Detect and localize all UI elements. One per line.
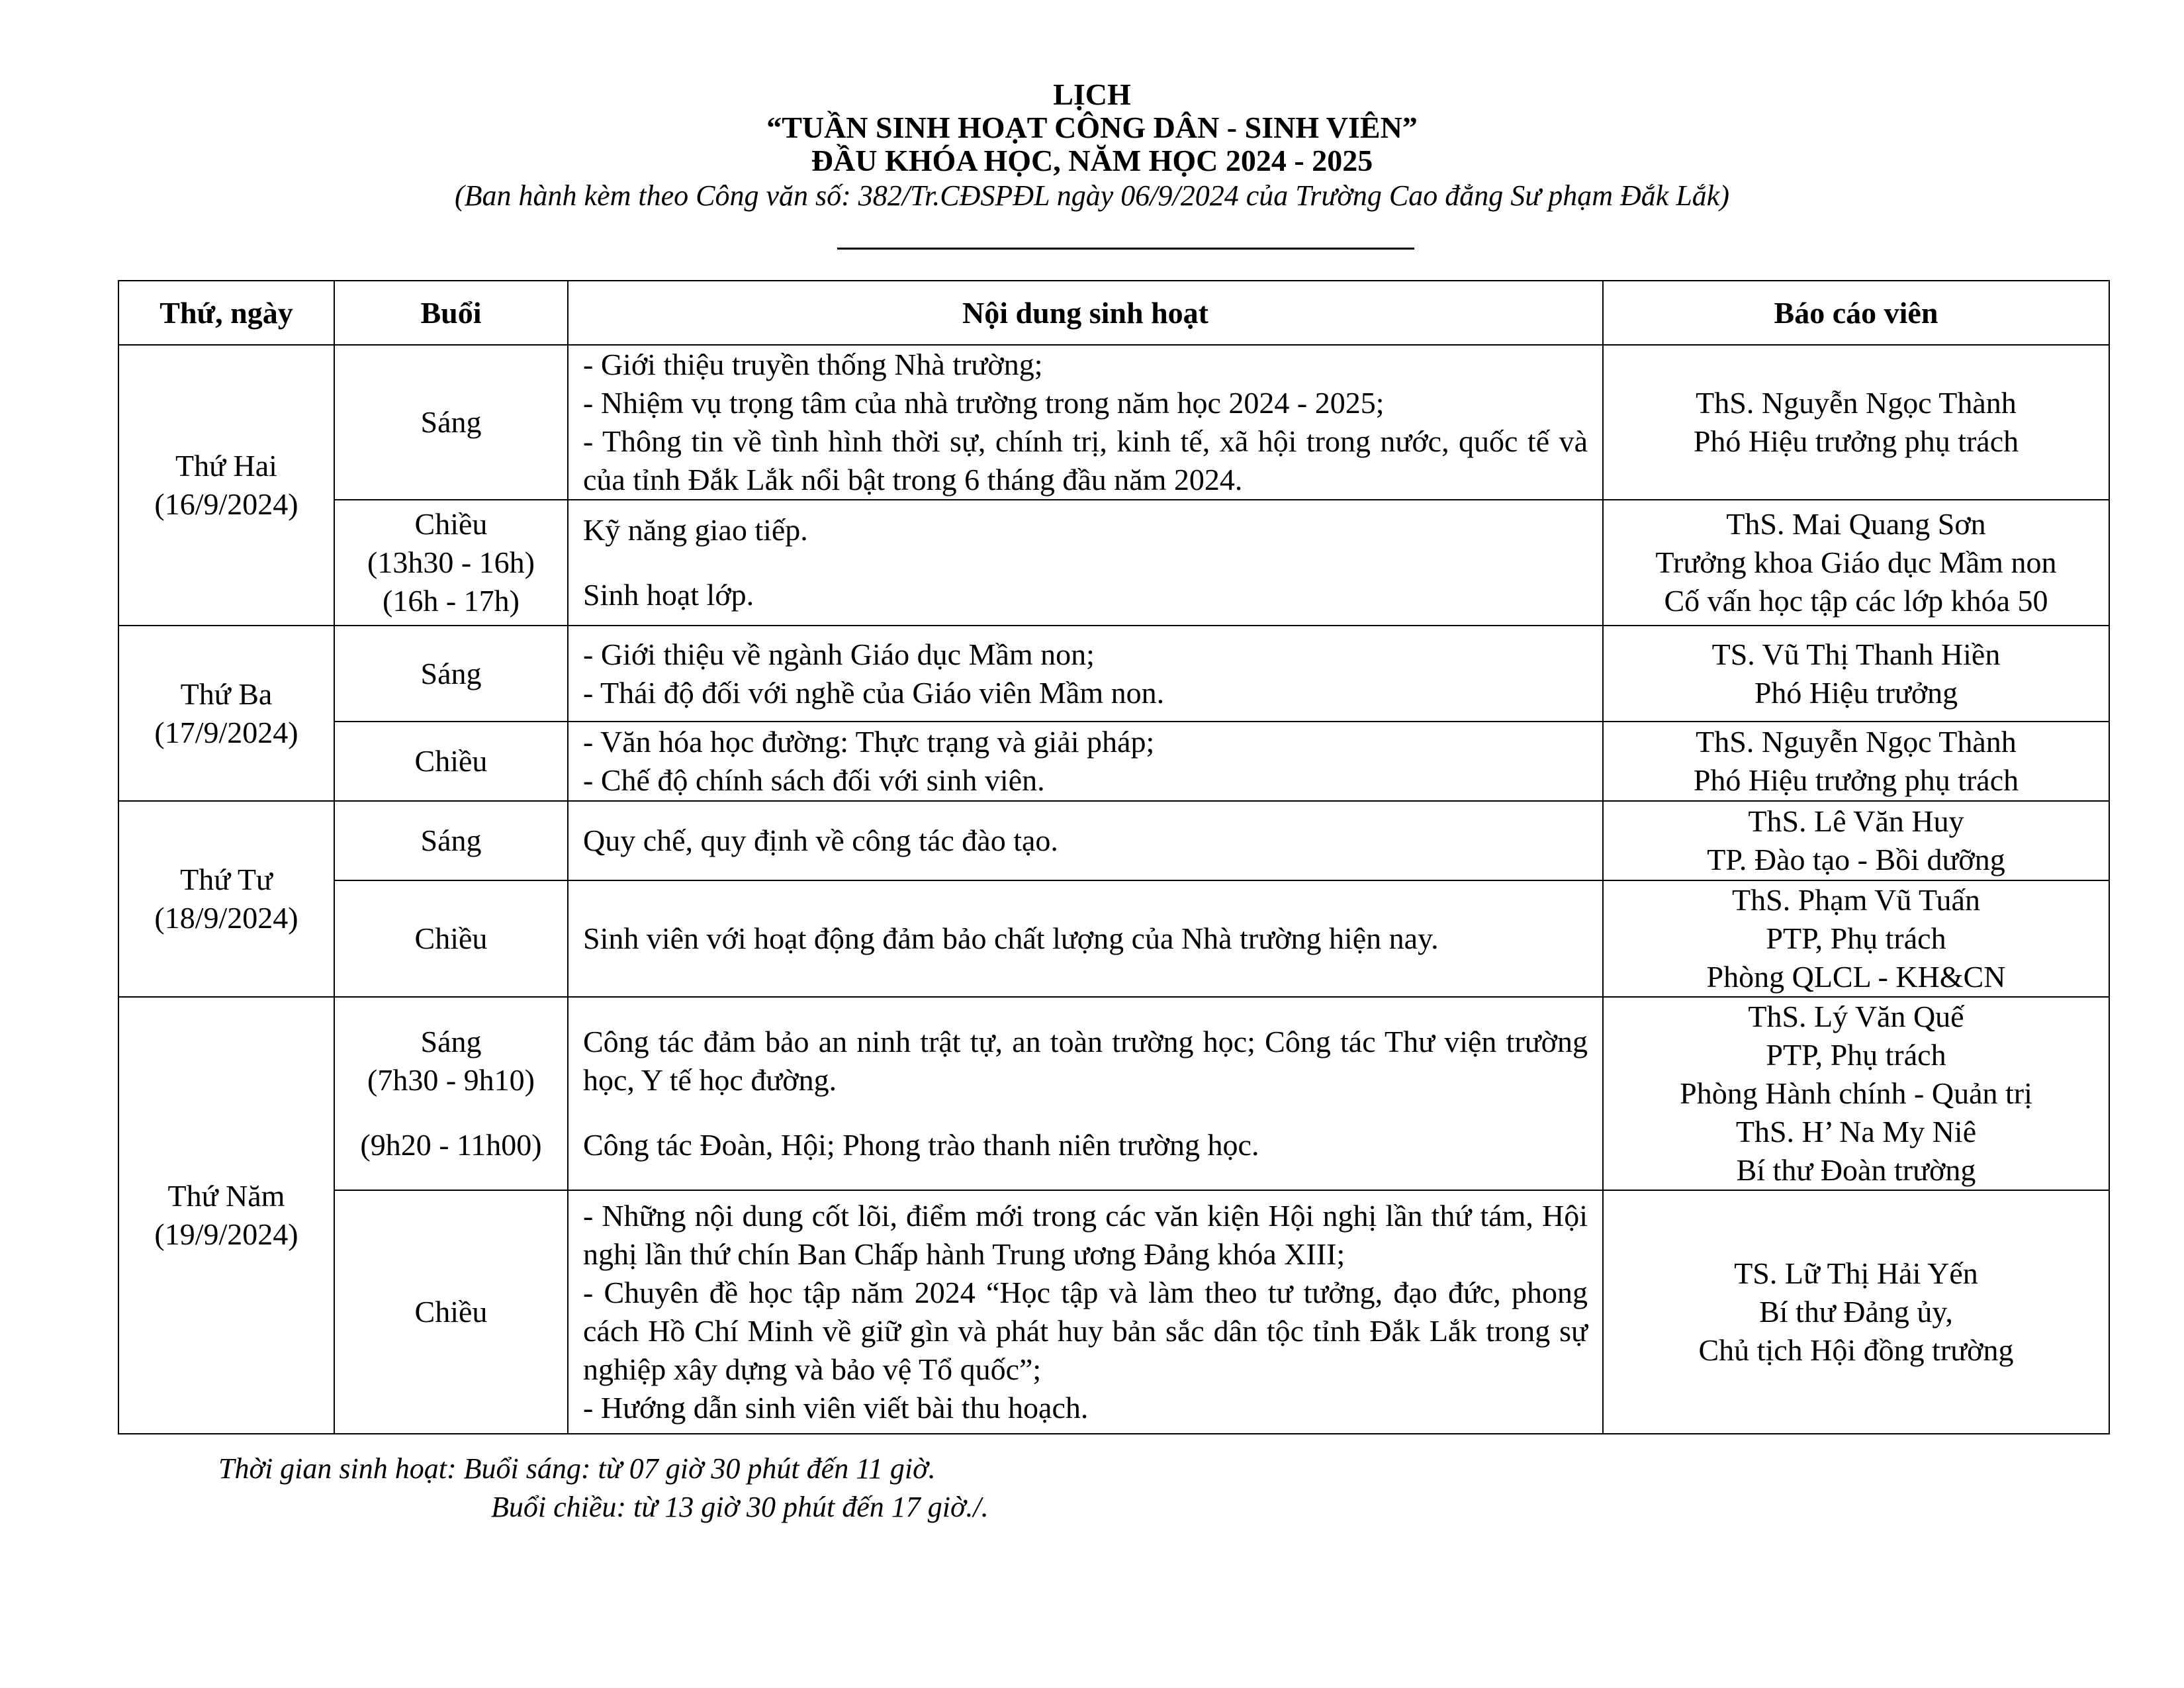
title-line-2: “TUẦN SINH HOẠT CÔNG DÂN - SINH VIÊN” (766, 111, 1418, 144)
session-cell (334, 997, 568, 1190)
spacer (583, 1100, 1588, 1126)
content-cell (568, 722, 1603, 801)
speaker-line: Chủ tịch Hội đồng trường (1698, 1333, 2014, 1367)
reference-underline (837, 248, 1414, 250)
session-time: (13h30 - 16h) (367, 545, 535, 579)
day-name: Thứ Tư (180, 863, 273, 896)
content-line: - Nhiệm vụ trọng tâm của nhà trường trong năm học 2024 - 2025; (583, 386, 1385, 420)
content-cell (568, 880, 1603, 997)
session-label: Chiều (414, 507, 488, 541)
session-label: Sáng (420, 405, 482, 439)
table-row (118, 801, 2109, 880)
speaker-cell (1603, 500, 2109, 626)
session-cell (334, 801, 568, 880)
session-label: Sáng (420, 823, 482, 857)
content-line: - Thông tin về tình hình thời sự, chính trị, kinh tế, xã hội trong nước, quốc tế và của tỉnh Đắk Lắk nổi bật trong 6 tháng đầu năm 2024. (583, 424, 1588, 496)
speaker-cell (1603, 626, 2109, 722)
content-line: - Chuyên đề học tập năm 2024 “Học tập và làm theo tư tưởng, đạo đức, phong cách Hồ Chí Minh về giữ gìn và phát huy bản sắc dân tộc tỉnh Đắk Lắk trong sự nghiệp xây dựng và bảo vệ Tổ quốc”; (583, 1276, 1588, 1386)
column-header-content: Nội dung sinh hoạt (568, 281, 1603, 345)
footer-note (218, 1450, 989, 1526)
day-date: (18/9/2024) (154, 901, 298, 935)
table-row (118, 626, 2109, 722)
content-line: - Văn hóa học đường: Thực trạng và giải pháp; (583, 725, 1155, 759)
speaker-line: ThS. H’ Na My Niê (1735, 1115, 1977, 1149)
table-row (118, 1190, 2109, 1434)
session-time: (7h30 - 9h10) (367, 1063, 535, 1097)
session-label: Sáng (420, 656, 482, 690)
content-cell (568, 1190, 1603, 1434)
speaker-line: Trưởng khoa Giáo dục Mầm non (1655, 545, 2057, 579)
speaker-cell (1603, 345, 2109, 500)
session-cell (334, 345, 568, 500)
speaker-cell (1603, 801, 2109, 880)
speaker-line: Phó Hiệu trưởng phụ trách (1693, 424, 2019, 458)
schedule-table (118, 280, 2110, 1434)
day-cell (118, 801, 334, 997)
content-line: - Hướng dẫn sinh viên viết bài thu hoạch. (583, 1391, 1089, 1425)
content-line: - Giới thiệu truyền thống Nhà trường; (583, 348, 1043, 381)
speaker-cell (1603, 997, 2109, 1190)
content-line: - Những nội dung cốt lõi, điểm mới trong các văn kiện Hội nghị lần thứ tám, Hội nghị lần thứ chín Ban Chấp hành Trung ương Đảng khóa XIII; (583, 1199, 1588, 1271)
content-line: Quy chế, quy định về công tác đào tạo. (583, 823, 1058, 857)
session-label: Sáng (420, 1025, 482, 1058)
speaker-line: PTP, Phụ trách (1766, 1038, 1946, 1072)
table-row (118, 997, 2109, 1190)
speaker-line: ThS. Lê Văn Huy (1748, 804, 1964, 838)
content-line: Công tác Đoàn, Hội; Phong trào thanh niên trường học. (583, 1128, 1259, 1162)
speaker-line: TS. Lữ Thị Hải Yến (1734, 1256, 1978, 1290)
session-cell (334, 722, 568, 801)
content-line: - Chế độ chính sách đối với sinh viên. (583, 763, 1045, 797)
speaker-line: PTP, Phụ trách (1766, 921, 1946, 955)
speaker-cell (1603, 1190, 2109, 1434)
speaker-line: ThS. Phạm Vũ Tuấn (1732, 883, 1980, 917)
session-cell (334, 626, 568, 722)
session-label: Chiều (414, 921, 488, 955)
speaker-line: ThS. Mai Quang Sơn (1726, 507, 1986, 541)
table-row (118, 500, 2109, 626)
table-row (118, 880, 2109, 997)
content-line: Công tác đảm bảo an ninh trật tự, an toàn trường học; Công tác Thư viện trường học, Y tế học đường. (583, 1025, 1588, 1097)
content-line: - Thái độ đối với nghề của Giáo viên Mầm non. (583, 675, 1165, 710)
day-cell (118, 997, 334, 1434)
title-line-1: LỊCH (1053, 77, 1131, 111)
content-line: - Giới thiệu về ngành Giáo dục Mầm non; (583, 637, 1095, 671)
column-header-day: Thứ, ngày (118, 281, 334, 345)
day-name: Thứ Ba (180, 677, 273, 711)
day-name: Thứ Năm (167, 1179, 285, 1213)
content-line: Kỹ năng giao tiếp. (583, 513, 808, 547)
day-cell (118, 626, 334, 801)
speaker-line: ThS. Nguyễn Ngọc Thành (1696, 725, 2017, 759)
footer-line-morning: Thời gian sinh hoạt: Buổi sáng: từ 07 giờ 30 phút đến 11 giờ. (218, 1452, 936, 1485)
day-name: Thứ Hai (175, 449, 277, 483)
content-cell (568, 801, 1603, 880)
table-row (118, 722, 2109, 801)
day-date: (19/9/2024) (154, 1217, 298, 1251)
content-cell (568, 997, 1603, 1190)
table-header-row (118, 281, 2109, 345)
speaker-line: ThS. Nguyễn Ngọc Thành (1696, 386, 2017, 420)
session-label: Chiều (414, 744, 488, 778)
session-time: (16h - 17h) (383, 584, 520, 618)
speaker-line: Phó Hiệu trưởng (1754, 675, 1958, 710)
footer-line-afternoon: Buổi chiều: từ 13 giờ 30 phút đến 17 giờ./. (491, 1491, 989, 1523)
speaker-cell (1603, 722, 2109, 801)
speaker-line: ThS. Lý Văn Quế (1748, 1000, 1964, 1033)
day-cell (118, 345, 334, 626)
session-label: Chiều (414, 1295, 488, 1329)
document-header (0, 78, 2184, 214)
speaker-line: Bí thư Đảng ủy, (1759, 1295, 1953, 1329)
table-row (118, 345, 2109, 500)
spacer (349, 1100, 553, 1126)
content-cell (568, 500, 1603, 626)
column-header-session: Buổi (334, 281, 568, 345)
speaker-line: Cố vấn học tập các lớp khóa 50 (1664, 584, 2048, 618)
content-line: Sinh viên với hoạt động đảm bảo chất lượng của Nhà trường hiện nay. (583, 921, 1439, 955)
session-cell (334, 500, 568, 626)
content-line: Sinh hoạt lớp. (583, 578, 754, 612)
column-header-speaker: Báo cáo viên (1603, 281, 2109, 345)
title-line-3: ĐẦU KHÓA HỌC, NĂM HỌC 2024 - 2025 (811, 144, 1373, 177)
session-time: (9h20 - 11h00) (360, 1128, 542, 1162)
speaker-cell (1603, 880, 2109, 997)
day-date: (16/9/2024) (154, 487, 298, 521)
spacer (583, 549, 1588, 576)
speaker-line: Bí thư Đoàn trường (1736, 1153, 1976, 1187)
content-cell (568, 626, 1603, 722)
session-cell (334, 1190, 568, 1434)
day-date: (17/9/2024) (154, 715, 298, 749)
speaker-line: TP. Đào tạo - Bồi dưỡng (1707, 843, 2005, 876)
session-cell (334, 880, 568, 997)
subtitle: (Ban hành kèm theo Công văn số: 382/Tr.CĐSPĐL ngày 06/9/2024 của Trường Cao đẳng Sư phạm Đắk Lắk) (455, 179, 1729, 212)
speaker-line: TS. Vũ Thị Thanh Hiền (1711, 637, 2001, 671)
speaker-line: Phòng Hành chính - Quản trị (1680, 1076, 2032, 1110)
speaker-line: Phòng QLCL - KH&CN (1706, 960, 2006, 994)
content-cell (568, 345, 1603, 500)
speaker-line: Phó Hiệu trưởng phụ trách (1693, 763, 2019, 797)
